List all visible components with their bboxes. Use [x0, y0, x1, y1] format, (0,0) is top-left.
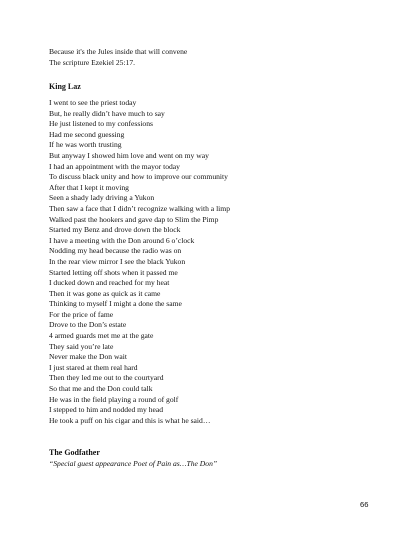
poem-line: Had me second guessing: [49, 129, 125, 139]
poem-line: Then it was gone as quick as it came: [49, 288, 161, 298]
poem-line: Walked past the hookers and gave dap to Slim the Pimp: [49, 214, 219, 224]
poem-line: But anyway I showed him love and went on my way: [49, 150, 209, 160]
poem-line: Never make the Don wait: [49, 352, 128, 362]
poem-line: I just stared at them real hard: [49, 362, 138, 372]
poem-line: Drove to the Don’s estate: [49, 320, 127, 330]
poem-line: Nodding my head because the radio was on: [49, 246, 182, 256]
poem-line: To discuss black unity and how to improve our community: [49, 172, 228, 182]
section-heading-the-godfather: The Godfather: [49, 448, 100, 457]
poem-line: Started my Benz and drove down the block: [49, 225, 181, 235]
poem-line: If he was worth trusting: [49, 140, 122, 150]
poem-line: After that I kept it moving: [49, 182, 129, 192]
poem-line: 4 armed guards met me at the gate: [49, 331, 154, 341]
poem-body: [49, 98, 389, 426]
poem-line: I stepped to him and nodded my head: [49, 405, 164, 415]
poem-line: Then they led me out to the courtyard: [49, 373, 164, 383]
poem-line: Then saw a face that I didn’t recognize walking with a limp: [49, 203, 230, 213]
poem-line: He just listened to my confessions: [49, 119, 153, 129]
section-subtitle: “Special guest appearance Poet of Pain as…The Don”: [49, 459, 218, 468]
intro-line: Because it's the Jules inside that will convene: [49, 47, 188, 56]
section-heading-king-laz: King Laz: [49, 82, 81, 91]
poem-line: I have a meeting with the Don around 6 o’clock: [49, 235, 195, 245]
poem-line: So that me and the Don could talk: [49, 384, 153, 394]
intro-stanza: [49, 47, 389, 68]
poem-line: I went to see the priest today: [49, 98, 137, 107]
page-number: 66: [360, 500, 369, 509]
poem-line: Thinking to myself I might a done the same: [49, 299, 182, 309]
poem-line: I ducked down and reached for my heat: [49, 278, 170, 288]
poem-line: Started letting off shots when it passed me: [49, 267, 178, 277]
poem-line: In the rear view mirror I see the black Yukon: [49, 256, 186, 266]
poem-line: For the price of fame: [49, 309, 114, 319]
poem-line: He was in the field playing a round of golf: [49, 394, 179, 404]
poem-line: But, he really didn’t have much to say: [49, 108, 165, 118]
poem-line: They said you’re late: [49, 341, 114, 351]
intro-line: The scripture Ezekiel 25:17.: [49, 57, 136, 67]
poem-line: I had an appointment with the mayor today: [49, 161, 180, 171]
poem-line: Seen a shady lady driving a Yukon: [49, 193, 155, 203]
poem-line: He took a puff on his cigar and this is what he said…: [49, 415, 211, 425]
